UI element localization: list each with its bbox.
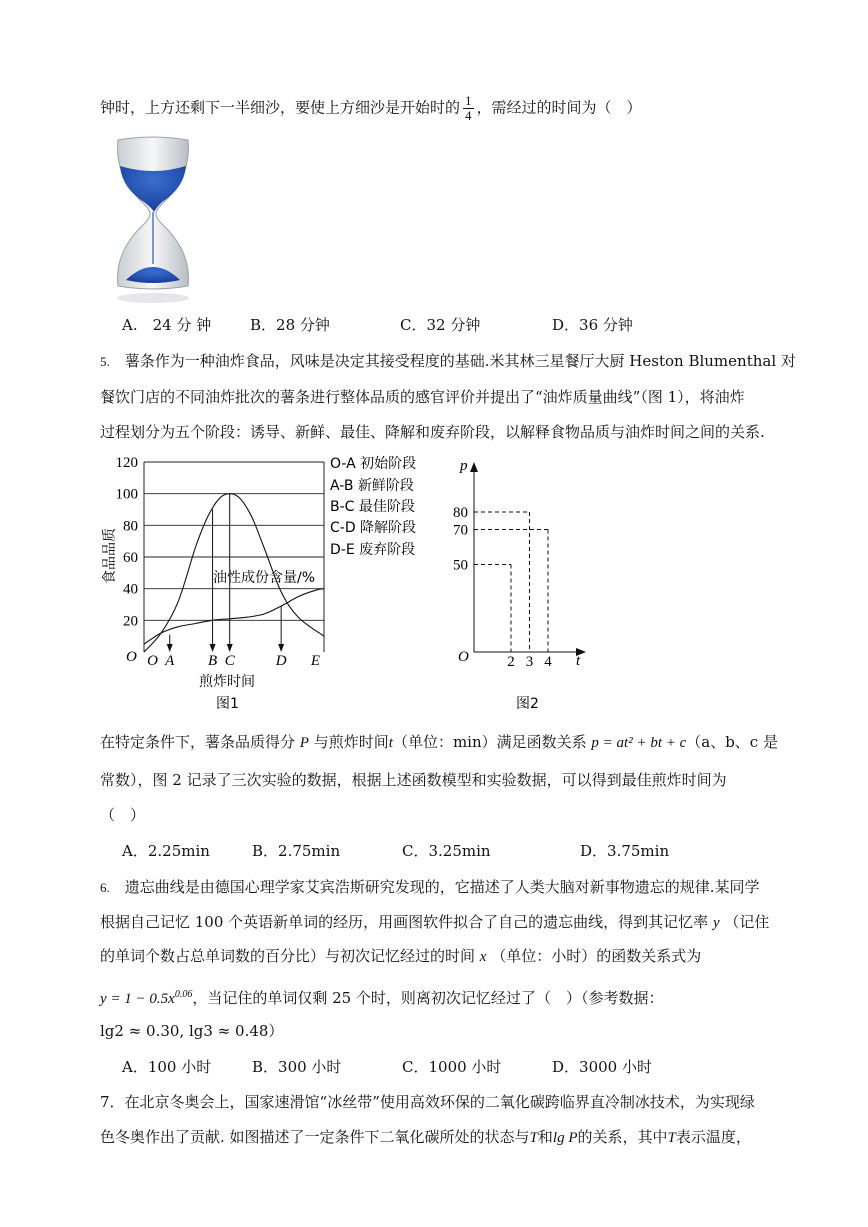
fig1-legend-4: C-D 降解阶段: [330, 520, 417, 536]
fig2-y-arrowhead: [470, 462, 478, 472]
q4-options: [122, 314, 762, 336]
fig2-y-tick-label: 50: [453, 557, 468, 574]
q6-option-d[interactable]: D．3000 小时: [552, 1058, 652, 1076]
fig2-dashed-lines: [474, 512, 548, 652]
fig1-grid: [144, 462, 324, 620]
fig2-x-tick-label: 4: [544, 654, 552, 670]
fig1-y-tick-label: 80: [123, 518, 138, 535]
fig2-origin-label: O: [458, 649, 469, 665]
q5-line-3: 过程划分为五个阶段：诱导、新鲜、最佳、降解和废弃阶段，以解释食物品质与油炸时间之间的关系.: [100, 423, 765, 441]
fig1-curve-label: 油性成份含量/%: [213, 570, 316, 586]
fig1-arrow-d-head: [278, 644, 284, 652]
q6-number: 6.: [100, 880, 110, 895]
fig1-x-tick-label: A: [165, 653, 175, 669]
fig1-y-tick-label: 120: [115, 455, 138, 471]
fig1-legend-3: B-C 最佳阶段: [330, 499, 415, 515]
q5-options: [122, 840, 762, 862]
q4-option-d[interactable]: D．36 分钟: [552, 316, 633, 334]
fig2-x-tick-label: 3: [525, 654, 534, 670]
fig1-x-tick-label: E: [310, 653, 321, 669]
fig1-x-ticks: [147, 653, 320, 669]
fig1-legend-1: O-A 初始阶段: [330, 456, 417, 472]
fig1-x-tick-label: O: [147, 653, 158, 669]
fig1-caption: 图1: [216, 696, 239, 712]
q5-stem-1: 在特定条件下，薯条品质得分 P 与煎炸时间t（单位：min）满足函数关系 p = at² + bt + c（a、b、c 是: [100, 733, 778, 751]
q6-line-4: $y = 1 - 0.5x^{0.06}$，当记住的单词仅剩 25 个时，则离初次记忆经过了（ ）（参考数据：: [100, 989, 664, 1007]
fig1-arrow-b-head: [210, 644, 216, 652]
q5-option-c[interactable]: C．3.25min: [402, 842, 491, 860]
fig1-y-label: 食品品质: [102, 528, 118, 584]
fig2-y-tick-label: 70: [453, 522, 468, 539]
fig2-y-tick-label: 80: [453, 505, 468, 521]
fig1-x-tick-label: B: [207, 653, 218, 669]
fig1-x-tick-label: C: [224, 653, 235, 669]
q4-text-before: 钟时，上方还剩下一半细沙，要使上方细沙是开始时的: [100, 98, 461, 117]
fig1-y-tick-label: 20: [123, 613, 138, 630]
q5-option-a[interactable]: A．2.25min: [122, 842, 210, 860]
q5-stem-2: 常数），图 2 记录了三次实验的数据，根据上述函数模型和实验数据，可以得到最佳煎炸时间为: [100, 771, 727, 789]
q5-line-2: 餐饮门店的不同油炸批次的薯条进行整体品质的感官评价并提出了“油炸质量曲线”（图 1），将油炸: [100, 388, 745, 406]
q5-option-d[interactable]: D．3.75min: [580, 842, 670, 860]
q6-line-5: lg2 ≈ 0.30, lg3 ≈ 0.48）: [100, 1022, 284, 1040]
fig1-x-tick-label: D: [275, 653, 287, 669]
fig1-arrow-a-head: [167, 644, 173, 652]
q6-line-2: 根据自己记忆 100 个英语新单词的经历，用画图软件拟合了自己的遗忘曲线，得到其记忆率 y （记住: [100, 913, 770, 931]
fig1-x-label: 煎炸时间: [199, 674, 255, 690]
q6-option-c[interactable]: C．1000 小时: [402, 1058, 502, 1076]
fig2-y-axis-label: p: [460, 458, 468, 474]
q4-fraction: $\frac{1}{4}$: [465, 93, 472, 123]
q7-line-1: 7．在北京冬奥会上，国家速滑馆“冰丝带”使用高效环保的二氧化碳跨临界直冷制冰技术，为实现绿: [100, 1093, 755, 1111]
fig1-y-ticks: [116, 455, 139, 629]
fig1-legend-2: A-B 新鲜阶段: [330, 478, 414, 494]
fig2-caption: 图2: [516, 696, 539, 712]
q5-number: 5.: [100, 354, 110, 369]
q4-option-a[interactable]: A. 24 分 钟: [122, 316, 212, 334]
fig1-y-tick-label: 60: [123, 550, 138, 566]
figure-1-chart: [96, 452, 436, 714]
fig1-y-tick-label: 40: [123, 581, 138, 598]
q5-option-b[interactable]: B．2.75min: [252, 842, 341, 860]
q6-options: [122, 1056, 762, 1078]
fig2-x-tick-label: 2: [507, 654, 515, 670]
q6-formula: y = 1 − 0.5x: [100, 991, 175, 1007]
q5-stem-3: （ ）: [100, 806, 146, 824]
q4-option-c[interactable]: C．32 分钟: [400, 316, 481, 334]
fig1-y-tick-label: 100: [115, 486, 138, 503]
fig2-x-axis-label: t: [576, 653, 581, 669]
q4-text-after: ，需经过的时间为（ ）: [476, 98, 642, 117]
q6-option-b[interactable]: B．300 小时: [252, 1058, 342, 1076]
fig1-legend-5: D-E 废弃阶段: [330, 542, 416, 558]
fig2-axes: [470, 462, 586, 656]
fig1-arrow-c-head: [227, 644, 233, 652]
q6-line-3: 的单词个数占总单词数的百分比）与初次记忆经过的时间 x （单位：小时）的函数关系式为: [100, 947, 702, 965]
fig1-origin-label: O: [126, 649, 137, 665]
q6-line-1: 6. 遗忘曲线是由德国心理学家艾宾浩斯研究发现的，它描述了人类大脑对新事物遗忘的规律.某同学: [100, 878, 760, 896]
fig1-legend: [330, 456, 416, 558]
q4-option-b[interactable]: B．28 分钟: [250, 316, 330, 334]
q6-option-a[interactable]: A．100 小时: [122, 1058, 212, 1076]
figure-2-chart: [450, 452, 610, 714]
q7-line-2: 色冬奥作出了贡献. 如图描述了一定条件下二氧化碳所处的状态与T和lg P的关系，其中T表示温度，: [100, 1128, 751, 1146]
q5-line-1: 5. 薯条作为一种油炸食品，风味是决定其接受程度的基础.米其林三星餐厅大厨 Heston Blumenthal 对: [100, 352, 796, 370]
q5-formula: p = at² + bt + c: [591, 735, 687, 751]
hourglass-image: [112, 136, 194, 306]
q4-stem: [100, 94, 780, 123]
